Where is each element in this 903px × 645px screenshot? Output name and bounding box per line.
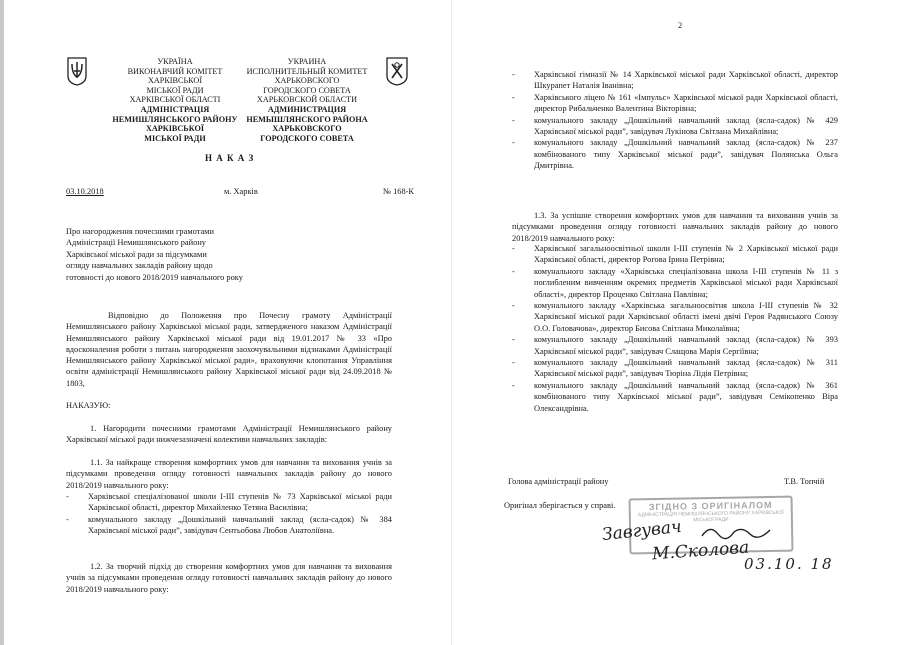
item-1-paragraph: 1. Нагородити почесними грамотами Адміністрації Немишлянського району Харківської міської ради нижчезазначені колективи навчальних закладів:	[66, 424, 392, 445]
doc-subject	[66, 226, 326, 283]
header-ua-line: АДМІНІСТРАЦІЯ	[140, 104, 210, 114]
stamp-subtitle: АДМІНІСТРАЦІЯ НЕМИШЛЯНСЬКОГО РАЙОНУ ХАРКІВСЬКОЇ МІСЬКОЇ РАДИ	[637, 509, 784, 524]
doc-number: № 168-К	[383, 187, 415, 196]
list-item: - Харківської загальноосвітньої школи І-ІІІ ступенів № 2 Харківської міської ради Харківської області, директор Рогова Ірина Петрівна;	[512, 243, 838, 266]
header-ua-line: ХАРКІВСЬКОЇ ОБЛАСТІ	[129, 95, 221, 105]
header-ru-line: УКРАИНА	[287, 57, 327, 66]
original-note: Оригінал зберігається у справі.	[504, 501, 616, 510]
list-item: - комунального закладу „Дошкільний навчальний заклад (ясла-садок) № 384 Харківської міської ради”, завідувач Сентьобова Любов Анатоліївна.	[66, 514, 392, 537]
order-word: НАКАЗУЮ:	[66, 401, 111, 410]
doc-date: 03.10.2018	[66, 187, 104, 196]
subject-line: Харківської міської ради за підсумками	[66, 249, 207, 259]
header-ua-line: ХАРКІВСЬКОЇ	[147, 76, 203, 86]
header-ua-line: ХАРКІВСЬКОЇ	[145, 124, 205, 134]
handwritten-date: 03.10. 18	[744, 555, 834, 573]
header-ru-line: АДМИНИСТРАЦИЯ	[267, 104, 347, 114]
preamble-paragraph: Відповідно до Положення про Почесну грамоту Адміністрації Немишлянського району Харківської міської ради, затвердженого наказом Адміністрації Немишлянського району Харківської міської ради від 19.01.2017 № 33 «Про вдосконалення роботи з питань нагородження заохочувальними відзнаками Адміністрації Немишлянського району Харківської міської ради», враховуючи клопотання Управління освіти адміністрації Немишлянського району Харківської міської ради від 24.09.2018 № 1803,	[66, 311, 392, 388]
list-item: - комунального закладу „Дошкільний навчальний заклад (ясла-садок) № 429 Харківської міської ради”, завідувач Лукінова Світлана Михайлівна;	[512, 115, 838, 138]
header-ukrainian	[100, 57, 250, 143]
handwritten-position: Завгувач	[601, 516, 683, 546]
subject-line: огляду навчальних закладів району щодо	[66, 261, 213, 271]
kharkiv-emblem-icon	[385, 56, 409, 86]
doc-city: м. Харків	[224, 187, 258, 196]
list-item: - комунального закладу «Харківська загальноосвітня школа І-ІІІ ступенів № 32 Харківської міської ради Харківської області імені двічі Героя Радянського Союзу О.О. Головачова», директор Бисова Світлана Миколаївна;	[512, 300, 838, 334]
header-ua-line: МІСЬКОЇ РАДИ	[144, 133, 206, 143]
item-1-2-paragraph: 1.2. За творчий підхід до створення комфортних умов для навчання та виховання учнів за підсумками проведення огляду готовності навчальних закладів району до нового 2018/2019 навчального року:	[66, 562, 392, 594]
item-1-1-list	[66, 491, 392, 537]
list-item: - Харківської спеціалізованої школи І-ІІІ ступенів № 73 Харківської міської ради Харківської області, директор Михайленко Тетяна Василівна;	[66, 491, 392, 514]
list-item: - Харківського ліцею № 161 «Імпульс» Харківської міської ради Харківської області, директор Рибальченко Валентина Вікторівна;	[512, 92, 838, 115]
list-item: - комунального закладу „Дошкільний навчальний заклад (ясла-садок) № 361 комбінованого типу Харківської міської ради”, завідувач Семікопенко Віра Олександрівна.	[512, 380, 838, 414]
item-1-2-list	[512, 69, 838, 172]
handwritten-name: М.Сколова	[651, 537, 750, 565]
signer-title: Голова адміністрації району	[508, 477, 609, 486]
header-ua-line: УКРАЇНА	[157, 57, 193, 66]
list-item: - комунального закладу «Харківська спеціалізована школа І-ІІІ ступенів № 11 з поглибленим вивченням окремих предметів Харківської міської ради Харківської області», директор Проценко Світлана Павлівна;	[512, 266, 838, 300]
page-number: 2	[678, 21, 683, 30]
header-ua-line: МІСЬКОЇ РАДИ	[146, 85, 204, 95]
header-ru-line: НЕМЫШЛЯНСКОГО РАЙОНА	[246, 114, 368, 124]
signer-name: Т.В. Топчій	[784, 477, 825, 486]
header-russian	[232, 57, 382, 143]
header-ru-line: ХАРЬКОВСКОЙ ОБЛАСТИ	[256, 95, 358, 105]
doc-type-title: Н А К А З	[205, 153, 255, 163]
stamp-title: ЗГІДНО З ОРИГІНАЛОМ	[648, 499, 773, 513]
scan-edge	[0, 0, 4, 645]
item-1-3-list	[512, 243, 838, 414]
subject-line: готовності до нового 2018/2019 навчального року	[66, 272, 243, 282]
header-ru-line: ГОРОДСКОГО СОВЕТА	[260, 133, 354, 143]
list-item: - комунального закладу „Дошкільний навчальний заклад (ясла-садок) № 311 Харківської міської ради”, завідувач Тюріна Лідія Петрівна;	[512, 357, 838, 380]
item-1-3-paragraph: 1.3. За успішне створення комфортних умов для навчання та виховання учнів за підсумками проведення огляду готовності навчальних закладів району до нового 2018/2019 навчального року:	[512, 211, 838, 243]
header-ru-line: ХАРЬКОВСКОГО	[274, 76, 340, 86]
item-1-1-paragraph: 1.1. За найкраще створення комфортних умов для навчання та виховання учнів за підсумками проведення огляду готовності навчальних закладів району до нового 2018/2019 навчального року:	[66, 458, 392, 490]
list-item: - комунального закладу „Дошкільний навчальний заклад (ясла-садок) № 237 комбінованого типу Харківської міської ради”, завідувач Полянська Ольга Дмитрівна.	[512, 137, 838, 171]
header-ru-line: ХАРЬКОВСКОГО	[272, 124, 342, 134]
header-ru-line: ИСПОЛНИТЕЛЬНЫЙ КОМИТЕТ	[246, 66, 368, 76]
list-item: - Харківської гімназії № 14 Харківської міської ради Харківської області, директор Шкурапет Наталія Іванівна;	[512, 69, 838, 92]
header-ru-line: ГОРОДСКОГО СОВЕТА	[263, 85, 351, 95]
subject-line: Адміністрації Немишлянського району	[66, 238, 206, 248]
header-ua-line: ВИКОНАВЧИЙ КОМІТЕТ	[127, 66, 223, 76]
ukraine-trident-icon	[66, 56, 88, 86]
header-ua-line: НЕМИШЛЯНСЬКОГО РАЙОНУ	[112, 114, 238, 124]
subject-line: Про нагородження почесними грамотами	[66, 227, 214, 236]
list-item: - комунального закладу „Дошкільний навчальний заклад (ясла-садок) № 393 Харківської міської ради”, завідувач Слащова Марія Сергіївна;	[512, 334, 838, 357]
